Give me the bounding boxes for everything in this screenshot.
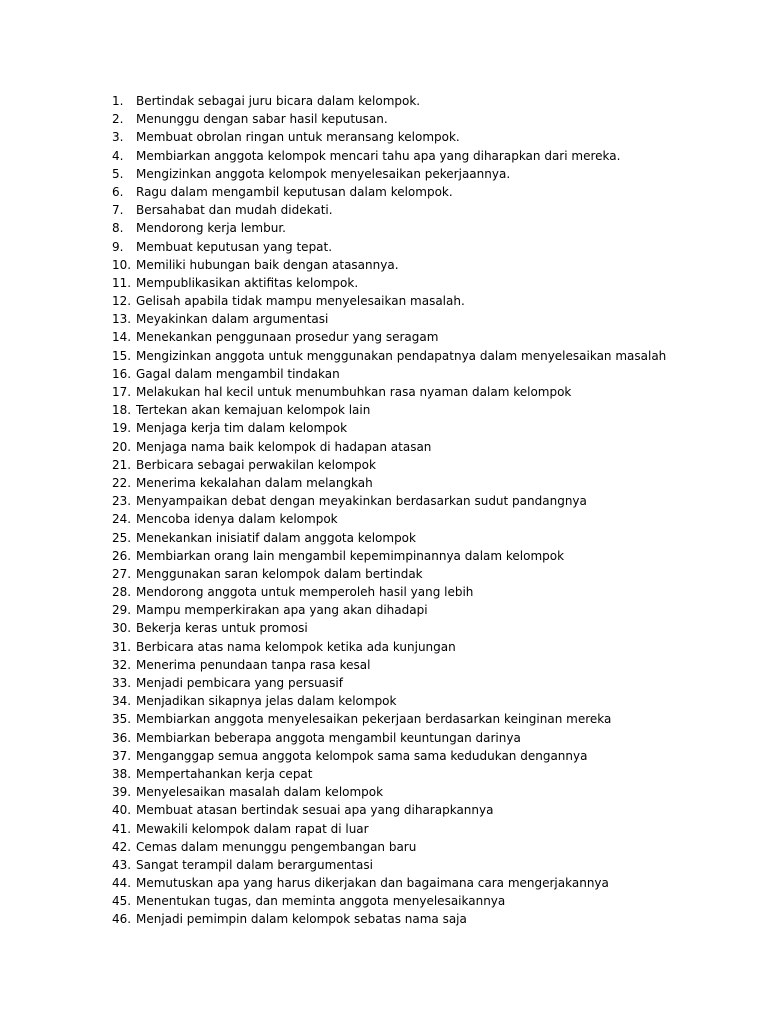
list-item: [112, 510, 752, 528]
item-text: Menerima kekalahan dalam melangkah: [136, 475, 373, 490]
item-text: Cemas dalam menunggu pengembangan baru: [136, 839, 417, 854]
item-number: 13.: [112, 312, 132, 327]
item-text: Meyakinkan dalam argumentasi: [136, 312, 329, 327]
item-number: 9.: [112, 239, 124, 254]
list-item: [112, 565, 752, 583]
item-text: Membuat keputusan yang tepat.: [136, 239, 333, 254]
list-item: [112, 529, 752, 547]
item-number: 1.: [112, 94, 124, 108]
item-number: 25.: [112, 530, 132, 545]
item-number: 7.: [112, 203, 124, 218]
list-item: [112, 401, 752, 419]
item-number: 31.: [112, 639, 132, 654]
item-text: Membiarkan anggota kelompok mencari tahu apa yang diharapkan dari mereka.: [136, 148, 621, 163]
list-item: [112, 238, 752, 256]
item-number: 20.: [112, 439, 132, 454]
list-item: [112, 438, 752, 456]
item-number: 30.: [112, 621, 132, 636]
item-number: 17.: [112, 385, 132, 399]
item-number: 2.: [112, 112, 124, 127]
list-item: [112, 128, 752, 146]
list-item: [112, 874, 752, 892]
item-number: 26.: [112, 548, 132, 563]
list-item: [112, 147, 752, 165]
list-item: [112, 547, 752, 565]
list-item: [112, 910, 752, 928]
item-number: 19.: [112, 421, 132, 436]
list-item: [112, 619, 752, 637]
list-item: [112, 856, 752, 874]
item-text: Tertekan akan kemajuan kelompok lain: [136, 403, 371, 418]
list-item: [112, 310, 752, 328]
list-item: [112, 583, 752, 601]
item-text: Membiarkan beberapa anggota mengambil keuntungan darinya: [136, 730, 521, 745]
item-text: Menyampaikan debat dengan meyakinkan berdasarkan sudut pandangnya: [136, 494, 587, 509]
item-text: Mampu memperkirakan apa yang akan dihadapi: [136, 603, 428, 618]
item-text: Mendorong anggota untuk memperoleh hasil yang lebih: [136, 585, 474, 600]
list-item: [112, 801, 752, 819]
list-item: [112, 747, 752, 765]
item-text: Membuat obrolan ringan untuk meransang kelompok.: [136, 130, 460, 145]
item-number: 33.: [112, 676, 132, 690]
list-item: [112, 474, 752, 492]
item-number: 41.: [112, 821, 132, 836]
item-text: Mewakili kelompok dalam rapat di luar: [136, 821, 369, 836]
item-text: Bekerja keras untuk promosi: [136, 621, 308, 636]
item-number: 36.: [112, 730, 132, 745]
item-number: 22.: [112, 475, 132, 490]
list-item: [112, 729, 752, 747]
item-number: 21.: [112, 457, 132, 472]
list-item: [112, 219, 752, 237]
item-text: Menjadi pembicara yang persuasif: [136, 676, 343, 690]
item-number: 5.: [112, 166, 124, 181]
item-number: 27.: [112, 566, 132, 581]
item-text: Bertindak sebagai juru bicara dalam kelompok.: [136, 94, 421, 108]
item-number: 14.: [112, 330, 132, 345]
item-number: 42.: [112, 839, 132, 854]
item-number: 24.: [112, 512, 132, 527]
list-item: [112, 656, 752, 674]
item-text: Melakukan hal kecil untuk menumbuhkan rasa nyaman dalam kelompok: [136, 385, 572, 399]
item-text: Ragu dalam mengambil keputusan dalam kelompok.: [136, 184, 453, 199]
item-text: Mendorong kerja lembur.: [136, 221, 286, 236]
list-item: [112, 256, 752, 274]
list-item: [112, 710, 752, 728]
list-item: [112, 328, 752, 346]
list-item: [112, 383, 752, 401]
item-text: Berbicara sebagai perwakilan kelompok: [136, 457, 376, 472]
item-text: Menggunakan saran kelompok dalam bertindak: [136, 566, 423, 581]
item-number: 32.: [112, 657, 132, 672]
list-item: [112, 456, 752, 474]
list-item: [112, 492, 752, 510]
item-text: Mempublikasikan aktifitas kelompok.: [136, 275, 359, 290]
item-number: 39.: [112, 785, 132, 800]
item-number: 12.: [112, 294, 132, 309]
item-number: 16.: [112, 366, 132, 381]
item-text: Gelisah apabila tidak mampu menyelesaikan masalah.: [136, 294, 465, 309]
list-item: [112, 347, 752, 365]
list-item: [112, 783, 752, 801]
item-number: 6.: [112, 184, 124, 199]
item-number: 15.: [112, 348, 132, 363]
item-number: 23.: [112, 494, 132, 509]
item-text: Menjadi pemimpin dalam kelompok sebatas nama saja: [136, 912, 467, 927]
item-text: Bersahabat dan mudah didekati.: [136, 203, 333, 218]
list-item: [112, 838, 752, 856]
item-number: 18.: [112, 403, 132, 418]
item-text: Menjaga nama baik kelompok di hadapan atasan: [136, 439, 432, 454]
list-item: [112, 110, 752, 128]
list-item: [112, 183, 752, 201]
list-item: [112, 419, 752, 437]
item-text: Menekankan inisiatif dalam anggota kelompok: [136, 530, 416, 545]
item-text: Mempertahankan kerja cepat: [136, 766, 313, 781]
item-number: 35.: [112, 712, 132, 727]
item-text: Menunggu dengan sabar hasil keputusan.: [136, 112, 388, 127]
item-text: Menerima penundaan tanpa rasa kesal: [136, 657, 371, 672]
item-number: 44.: [112, 876, 132, 891]
item-text: Membiarkan anggota menyelesaikan pekerjaan berdasarkan keinginan mereka: [136, 712, 612, 727]
list-item: [112, 638, 752, 656]
item-text: Gagal dalam mengambil tindakan: [136, 366, 340, 381]
list-item: [112, 365, 752, 383]
item-text: Sangat terampil dalam berargumentasi: [136, 857, 373, 872]
item-text: Membuat atasan bertindak sesuai apa yang diharapkannya: [136, 803, 494, 818]
list-item: [112, 201, 752, 219]
list-item: [112, 92, 752, 110]
list-item: [112, 674, 752, 692]
list-item: [112, 601, 752, 619]
item-number: 40.: [112, 803, 132, 818]
item-number: 38.: [112, 766, 132, 781]
item-text: Mengizinkan anggota untuk menggunakan pendapatnya dalam menyelesaikan masalah: [136, 348, 667, 363]
list-item: [112, 165, 752, 183]
item-text: Menekankan penggunaan prosedur yang seragam: [136, 330, 439, 345]
item-number: 28.: [112, 585, 132, 600]
item-text: Membiarkan orang lain mengambil kepemimpinannya dalam kelompok: [136, 548, 565, 563]
item-number: 37.: [112, 748, 132, 763]
item-number: 29.: [112, 603, 132, 618]
item-number: 46.: [112, 912, 132, 927]
item-text: Memutuskan apa yang harus dikerjakan dan bagaimana cara mengerjakannya: [136, 876, 609, 891]
list-item: [112, 820, 752, 838]
list-item: [112, 292, 752, 310]
item-text: Berbicara atas nama kelompok ketika ada kunjungan: [136, 639, 456, 654]
item-text: Menganggap semua anggota kelompok sama sama kedudukan dengannya: [136, 748, 588, 763]
list-item: [112, 892, 752, 910]
list-item: [112, 274, 752, 292]
statement-list: [112, 92, 752, 929]
item-text: Memiliki hubungan baik dengan atasannya.: [136, 257, 399, 272]
item-number: 45.: [112, 894, 132, 909]
item-number: 43.: [112, 857, 132, 872]
item-number: 34.: [112, 694, 132, 709]
item-text: Menyelesaikan masalah dalam kelompok: [136, 785, 384, 800]
item-number: 3.: [112, 130, 124, 145]
item-text: Menjadikan sikapnya jelas dalam kelompok: [136, 694, 397, 709]
item-text: Mengizinkan anggota kelompok menyelesaikan pekerjaannya.: [136, 166, 511, 181]
item-number: 10.: [112, 257, 132, 272]
list-item: [112, 765, 752, 783]
item-text: Mencoba idenya dalam kelompok: [136, 512, 338, 527]
list-item: [112, 692, 752, 710]
item-number: 11.: [112, 275, 132, 290]
item-text: Menentukan tugas, dan meminta anggota menyelesaikannya: [136, 894, 506, 909]
item-number: 8.: [112, 221, 124, 236]
item-text: Menjaga kerja tim dalam kelompok: [136, 421, 348, 436]
item-number: 4.: [112, 148, 124, 163]
